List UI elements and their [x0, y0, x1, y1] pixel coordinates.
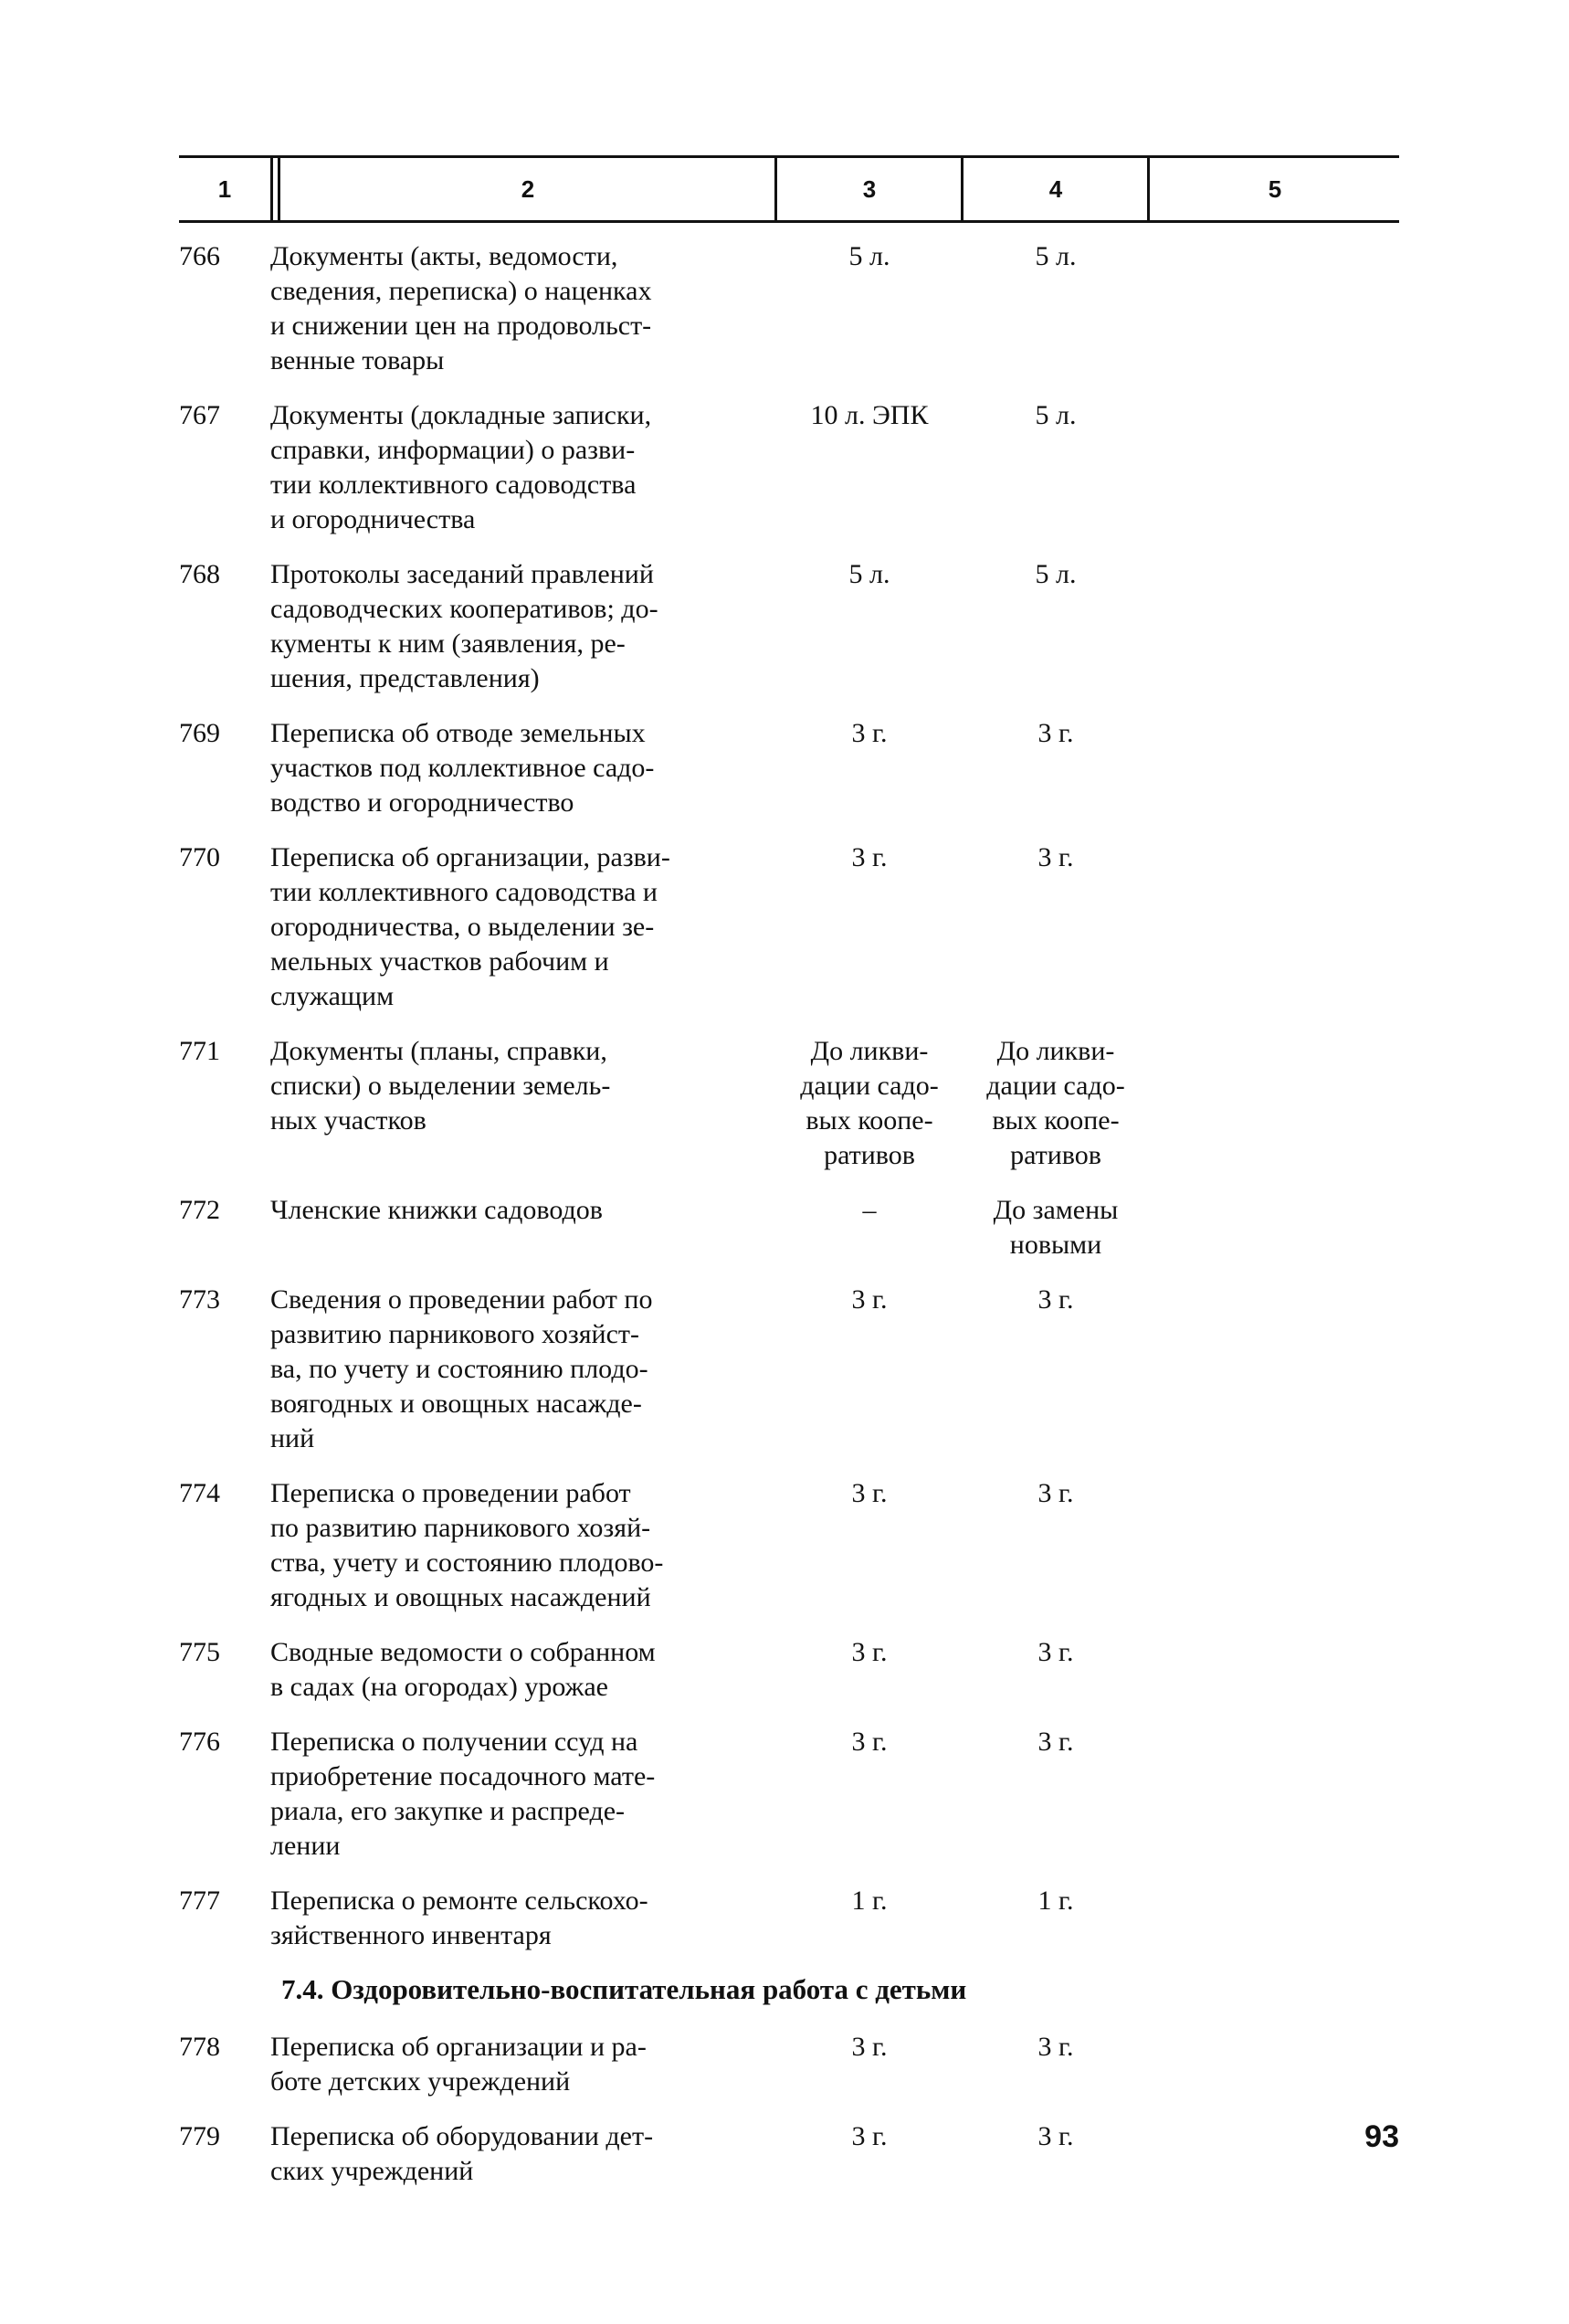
- table-row: [179, 1283, 1399, 1456]
- table-header: [179, 155, 1399, 223]
- row-retention-col4: 3 г.: [1037, 718, 1074, 748]
- row-retention-col3: 1 г.: [851, 1886, 888, 1916]
- row-number: 774: [179, 1478, 220, 1508]
- row-retention-col3: 3 г.: [851, 1478, 888, 1508]
- row-retention-col4: 3 г.: [1037, 1727, 1074, 1757]
- table-row: [179, 716, 1399, 820]
- table-row: [179, 1884, 1399, 1953]
- header-col-1: 1: [217, 174, 232, 203]
- row-description: Документы (докладные записки, справки, информации) о разви- тии коллективного садоводства и огородничества: [270, 400, 652, 534]
- row-description: Сводные ведомости о собранном в садах (на огородах) урожае: [270, 1637, 656, 1702]
- table-row: [179, 398, 1399, 537]
- table-row: [179, 1725, 1399, 1864]
- row-retention-col4: 1 г.: [1037, 1886, 1074, 1916]
- row-retention-col4: 3 г.: [1037, 1478, 1074, 1508]
- header-divider: [961, 158, 964, 220]
- row-number: 773: [179, 1284, 220, 1315]
- table-row: [179, 239, 1399, 378]
- row-number: 778: [179, 2032, 220, 2062]
- table-row: [179, 2119, 1399, 2189]
- row-number: 772: [179, 1195, 220, 1225]
- header-divider: [774, 158, 777, 220]
- row-retention-col4: До замены новыми: [993, 1195, 1119, 1260]
- row-number: 776: [179, 1727, 220, 1757]
- row-retention-col3: 3 г.: [851, 1637, 888, 1667]
- row-description: Членские книжки садоводов: [270, 1195, 603, 1225]
- row-description: Документы (планы, справки, списки) о выделении земель- ных участков: [270, 1036, 611, 1136]
- table-body: [179, 239, 1399, 2209]
- row-retention-col3: 3 г.: [851, 842, 888, 872]
- row-description: Протоколы заседаний правлений садоводческих кооперативов; до- кументы к ним (заявления, ре- шения, представления): [270, 559, 658, 693]
- row-retention-col3: 5 л.: [848, 241, 890, 271]
- row-number: 766: [179, 241, 220, 271]
- table-row: [179, 840, 1399, 1014]
- row-number: 771: [179, 1036, 220, 1066]
- header-divider: [270, 158, 273, 220]
- page-number: 93: [1364, 2119, 1399, 2154]
- header-col-4: 4: [1048, 174, 1063, 203]
- table-row: [179, 1034, 1399, 1173]
- table-row: [179, 2030, 1399, 2099]
- row-retention-col4: 3 г.: [1037, 842, 1074, 872]
- row-retention-col3: –: [862, 1195, 877, 1225]
- row-description: Сведения о проведении работ по развитию парникового хозяйст- ва, по учету и состоянию плодо- воягодных и овощных насажде- ний: [270, 1284, 653, 1453]
- row-retention-col3: 3 г.: [851, 718, 888, 748]
- header-divider: [1147, 158, 1150, 220]
- header-col-2: 2: [521, 174, 535, 203]
- row-retention-col3: 3 г.: [851, 2032, 888, 2062]
- row-retention-col4: 3 г.: [1037, 2121, 1074, 2151]
- table-row: [179, 557, 1399, 696]
- row-description: Переписка об оборудовании дет- ских учреждений: [270, 2121, 654, 2186]
- row-retention-col3: 5 л.: [848, 559, 890, 589]
- row-retention-col4: 3 г.: [1037, 1284, 1074, 1315]
- table-row: [179, 1476, 1399, 1615]
- row-retention-col4: 5 л.: [1035, 241, 1077, 271]
- row-number: 768: [179, 559, 220, 589]
- row-description: Переписка об отводе земельных участков под коллективное садо- водство и огородничество: [270, 718, 655, 818]
- row-description: Документы (акты, ведомости, сведения, переписка) о наценках и снижении цен на продовольст- венные товары: [270, 241, 652, 375]
- row-retention-col3: 3 г.: [851, 2121, 888, 2151]
- row-retention-col3: До ликви- дации садо- вых коопе- ративов: [800, 1036, 939, 1170]
- header-col-3: 3: [862, 174, 877, 203]
- row-description: Переписка о ремонте сельскохо- зяйственного инвентаря: [270, 1886, 648, 1950]
- section-heading: 7.4. Оздоровительно-воспитательная работа с детьми: [281, 1973, 967, 2005]
- row-description: Переписка о получении ссуд на приобретение посадочного мате- риала, его закупке и распреде- лении: [270, 1727, 656, 1861]
- row-retention-col3: 3 г.: [851, 1284, 888, 1315]
- row-retention-col4: 5 л.: [1035, 400, 1077, 430]
- row-number: 769: [179, 718, 220, 748]
- row-retention-col3: 3 г.: [851, 1727, 888, 1757]
- row-retention-col4: До ликви- дации садо- вых коопе- ративов: [986, 1036, 1125, 1170]
- table-row: [179, 1635, 1399, 1705]
- row-number: 779: [179, 2121, 220, 2151]
- row-retention-col4: 5 л.: [1035, 559, 1077, 589]
- row-retention-col4: 3 г.: [1037, 1637, 1074, 1667]
- header-col-5: 5: [1268, 174, 1282, 203]
- table-row: [179, 1193, 1399, 1262]
- row-number: 777: [179, 1886, 220, 1916]
- row-description: Переписка об организации и ра- боте детских учреждений: [270, 2032, 647, 2097]
- row-description: Переписка об организации, разви- тии коллективного садоводства и огородничества, о выделении зе- мельных участков рабочим и служащим: [270, 842, 670, 1011]
- row-number: 775: [179, 1637, 220, 1667]
- row-retention-col3: 10 л. ЭПК: [810, 400, 929, 430]
- row-description: Переписка о проведении работ по развитию парникового хозяй- ства, учету и состоянию плодово- ягодных и овощных насаждений: [270, 1478, 664, 1612]
- row-number: 770: [179, 842, 220, 872]
- row-number: 767: [179, 400, 220, 430]
- row-retention-col4: 3 г.: [1037, 2032, 1074, 2062]
